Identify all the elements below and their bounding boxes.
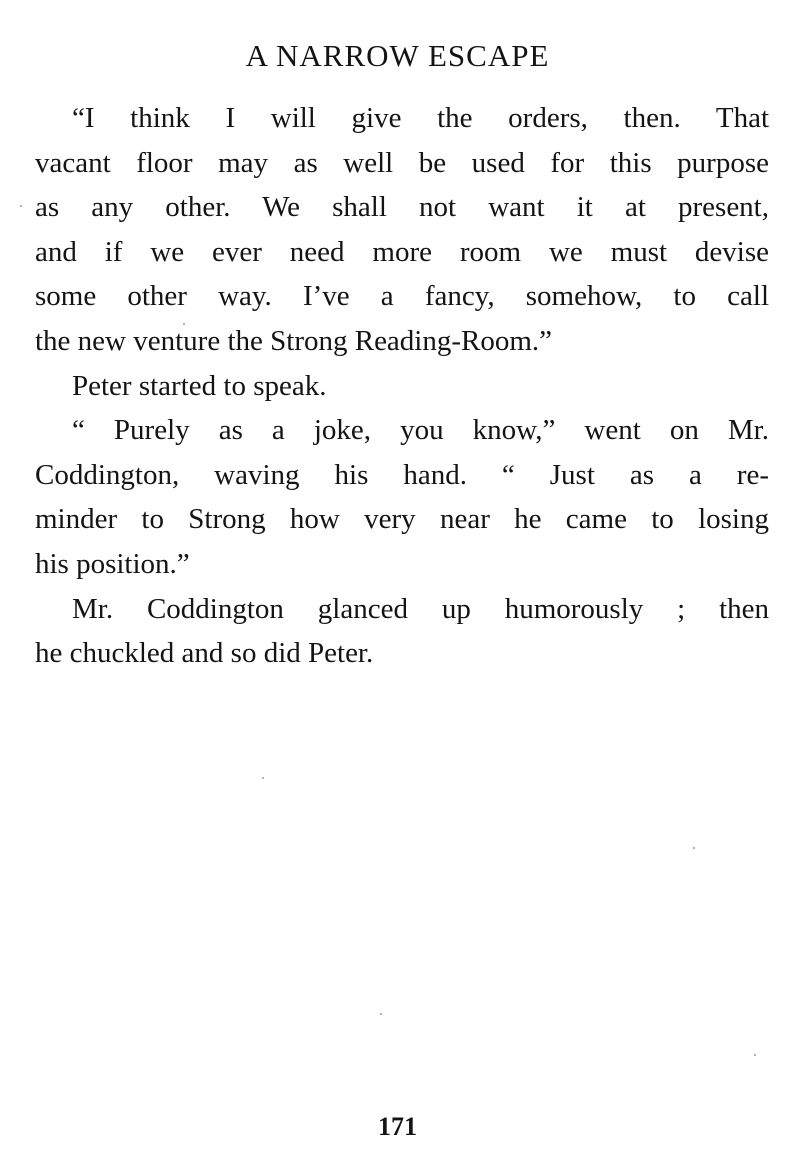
body-text <box>35 96 769 676</box>
text-line: minder to Strong how very near he came to losing <box>35 503 769 536</box>
paper-speck <box>693 847 695 849</box>
text-line: some other way. I’ve a fancy, somehow, to call <box>35 280 769 313</box>
paper-speck <box>754 1054 756 1056</box>
text-line: Mr. Coddington glanced up humorously ; then <box>72 592 769 625</box>
text-line: his position.” <box>35 547 190 580</box>
paragraph-2 <box>35 364 769 409</box>
text-line: the new venture the Strong Reading-Room.” <box>35 324 553 357</box>
text-line: “I think I will give the orders, then. That <box>72 102 769 134</box>
text-line: “ Purely as a joke, you know,” went on Mr. <box>72 414 769 447</box>
paper-speck <box>20 205 22 207</box>
paper-speck <box>262 777 264 779</box>
text-line: he chuckled and so did Peter. <box>35 637 374 670</box>
text-line: Peter started to speak. <box>72 369 327 402</box>
text-line: and if we ever need more room we must devise <box>35 235 769 268</box>
paragraph-4 <box>35 587 769 676</box>
paper-speck <box>183 323 185 325</box>
text-line: vacant floor may as well be used for this purpose <box>35 146 769 179</box>
paper-speck <box>380 1013 382 1015</box>
text-line: as any other. We shall not want it at present, <box>35 191 769 224</box>
text-line: Coddington, waving his hand. “ Just as a re- <box>35 458 769 491</box>
page-number: 171 <box>378 1112 417 1141</box>
paragraph-1 <box>35 96 769 364</box>
running-head: A NARROW ESCAPE <box>245 38 550 73</box>
paragraph-3 <box>35 408 769 586</box>
